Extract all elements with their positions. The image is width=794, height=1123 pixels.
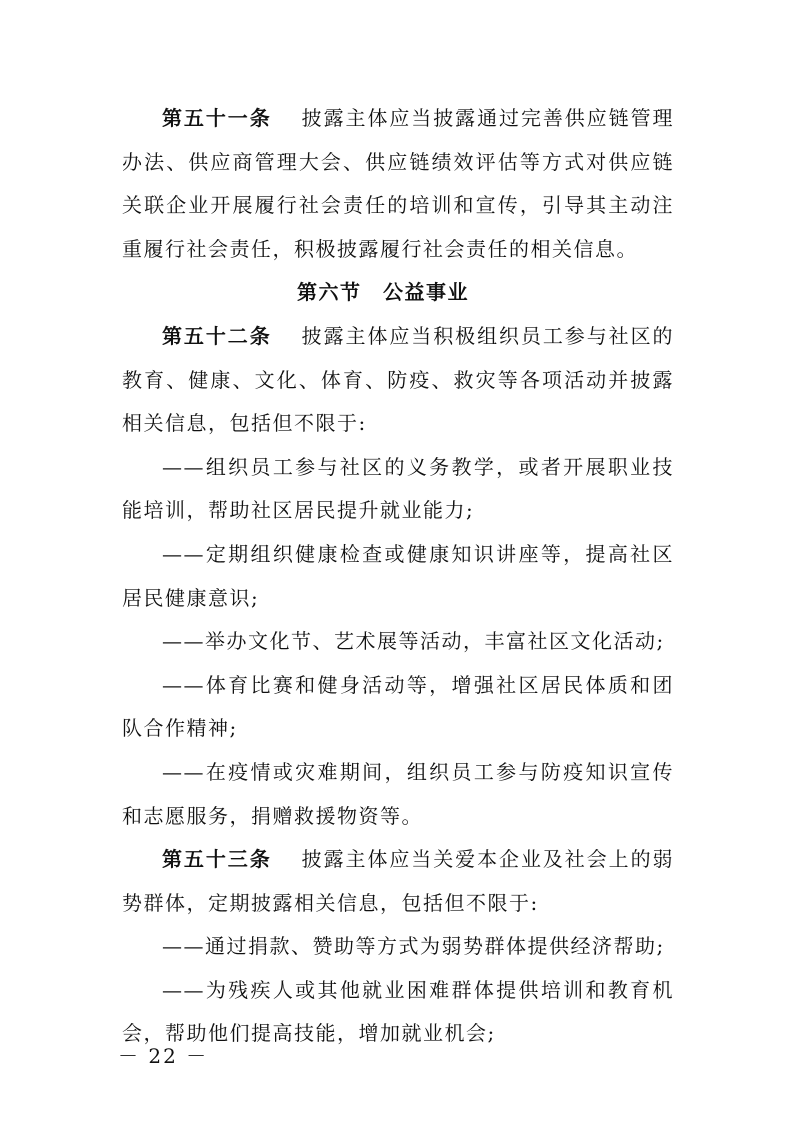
- article-52-item-1: ——组织员工参与社区的义务教学，或者开展职业技能培训，帮助社区居民提升就业能力;: [122, 454, 674, 523]
- article-52: [122, 315, 674, 446]
- article-52-label: 第五十二条: [162, 323, 272, 348]
- page-content: [122, 97, 674, 1056]
- section-title: 第六节 公益事业: [297, 280, 469, 305]
- article-53-label: 第五十三条: [162, 847, 272, 872]
- article-52-text: 披露主体应当积极组织员工参与社区的教育、健康、文化、体育、防疫、救灾等各项活动并披露相关信息，包括但不限于:: [122, 323, 675, 436]
- article-53-item-2: ——为残疾人或其他就业困难群体提供培训和教育机会，帮助他们提高技能，增加就业机会;: [122, 977, 674, 1046]
- article-52-item-2: ——定期组织健康检查或健康知识讲座等，提高社区居民健康意识;: [122, 541, 674, 610]
- article-53: [122, 838, 674, 925]
- article-51: [122, 97, 674, 271]
- article-52-item-4: ——体育比赛和健身活动等，增强社区居民体质和团队合作精神;: [122, 672, 674, 741]
- article-52-item-3: ——举办文化节、艺术展等活动，丰富社区文化活动;: [162, 629, 665, 654]
- page-number: － 22 －: [118, 1044, 209, 1068]
- article-51-label: 第五十一条: [162, 106, 272, 130]
- article-53-item-1: ——通过捐款、赞助等方式为弱势群体提供经济帮助;: [162, 934, 665, 959]
- article-52-item-5: ——在疫情或灾难期间，组织员工参与防疫知识宣传和志愿服务，捐赠救援物资等。: [122, 759, 674, 828]
- article-53-text: 披露主体应当关爱本企业及社会上的弱势群体，定期披露相关信息，包括但不限于:: [122, 847, 675, 915]
- article-51-text: 披露主体应当披露通过完善供应链管理办法、供应商管理大会、供应链绩效评估等方式对供应链关联企业开展履行社会责任的培训和宣传，引导其主动注重履行社会责任，积极披露履行社会责任的相关信息。: [122, 106, 675, 261]
